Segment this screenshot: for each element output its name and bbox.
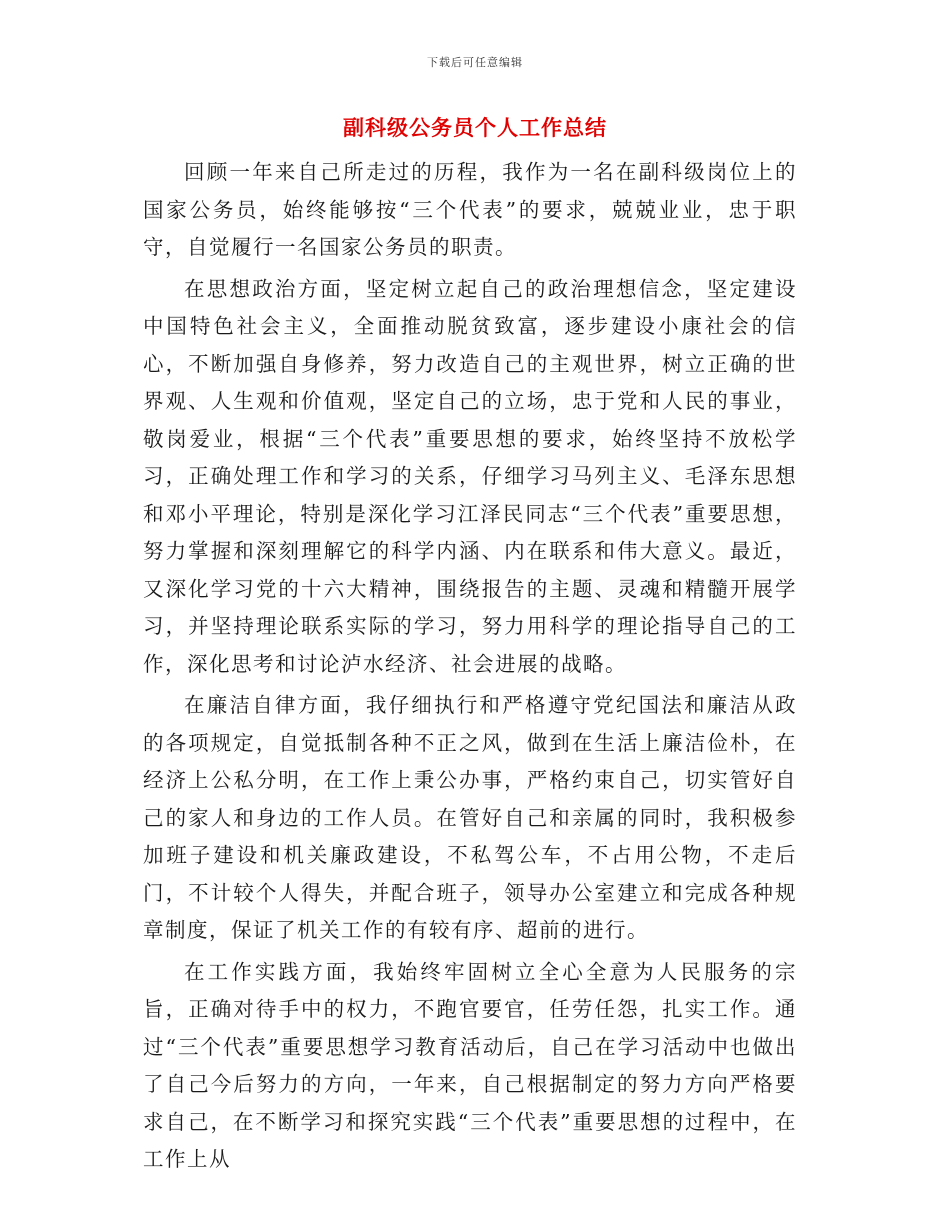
paragraph-intro: 回顾一年来自己所走过的历程，我作为一名在副科级岗位上的国家公务员，始终能够按“三个代表”的要求，兢兢业业，忠于职守，自觉履行一名国家公务员的职责。 bbox=[143, 160, 797, 259]
document-title: 副科级公务员个人工作总结 bbox=[343, 116, 607, 140]
paragraph-political-thought: 在思想政治方面，坚定树立起自己的政治理想信念，坚定建设中国特色社会主义，全面推动脱贫致富，逐步建设小康社会的信心，不断加强自身修养，努力改造自己的主观世界，树立正确的世界观、人生观和价值观，坚定自己的立场，忠于党和人民的事业，敬岗爱业，根据“三个代表”重要思想的要求，始终坚持不放松学习，正确处理工作和学习的关系，仔细学习马列主义、毛泽东思想和邓小平理论，特别是深化学习江泽民同志“三个代表”重要思想，努力掌握和深刻理解它的科学内涵、内在联系和伟大意义。最近，又深化学习党的十六大精神，围绕报告的主题、灵魂和精髓开展学习，并坚持理论联系实际的学习，努力用科学的理论指导自己的工作，深化思考和讨论泸水经济、社会进展的战略。 bbox=[143, 276, 797, 676]
paragraph-integrity: 在廉洁自律方面，我仔细执行和严格遵守党纪国法和廉洁从政的各项规定，自觉抵制各种不正之风，做到在生活上廉洁俭朴，在经济上公私分明，在工作上秉公办事，严格约束自己，切实管好自己的家人和身边的工作人员。在管好自己和亲属的同时，我积极参加班子建设和机关廉政建设，不私驾公车，不占用公物，不走后门，不计较个人得失，并配合班子，领导办公室建立和完成各种规章制度，保证了机关工作的有较有序、超前的进行。 bbox=[143, 693, 797, 942]
document-body bbox=[143, 154, 797, 1183]
paragraph-work-practice: 在工作实践方面，我始终牢固树立全心全意为人民服务的宗旨，正确对待手中的权力，不跑官要官，任劳任怨，扎实工作。通过“三个代表”重要思想学习教育活动后，自己在学习活动中也做出了自己今后努力的方向，一年来，自己根据制定的努力方向严格要求自己，在不断学习和探究实践“三个代表”重要思想的过程中，在工作上从 bbox=[143, 959, 797, 1171]
header-note: 下载后可任意编辑 bbox=[427, 56, 523, 69]
